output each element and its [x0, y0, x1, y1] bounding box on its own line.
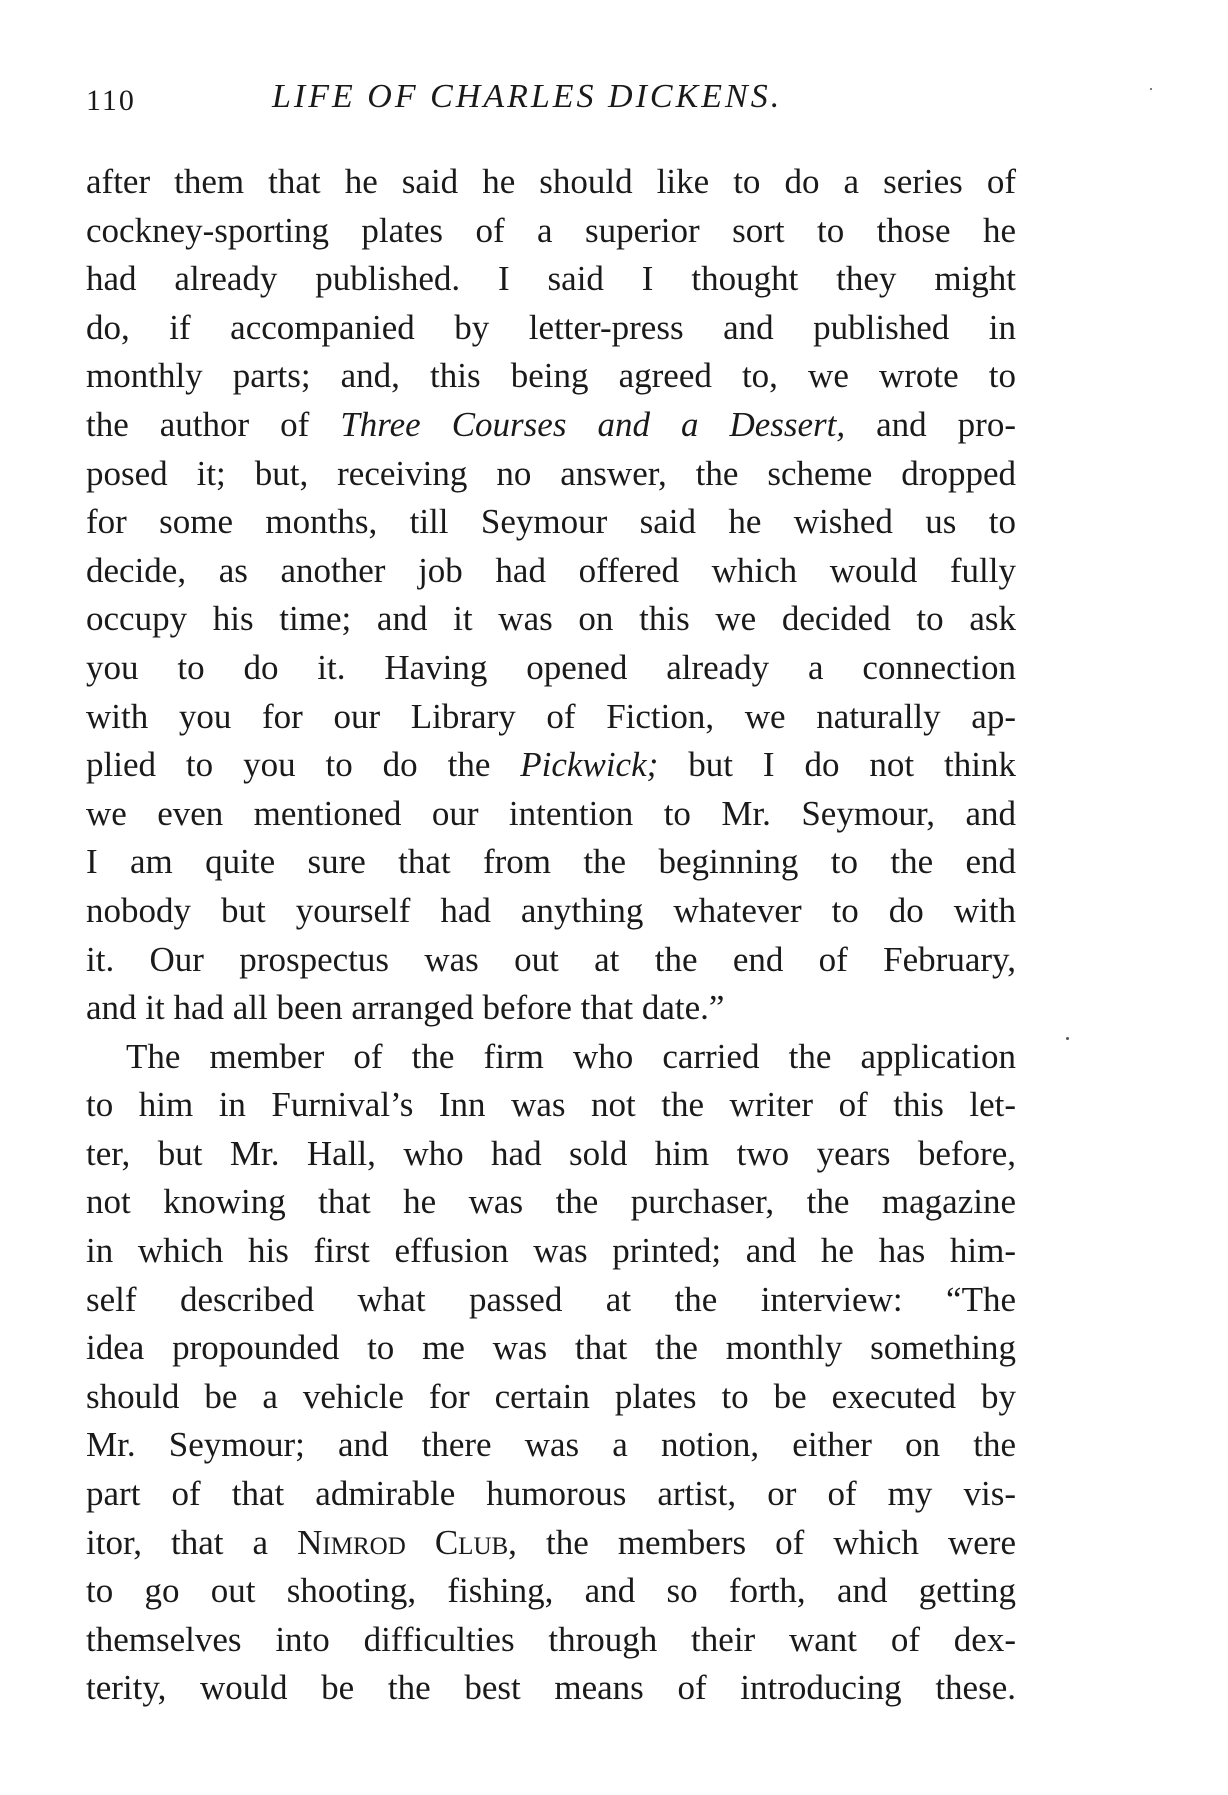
- text-line: and it had all been arranged before that date.”: [86, 988, 725, 1028]
- running-title: LIFE OF CHARLES DICKENS.: [272, 78, 783, 115]
- page-number: 110: [86, 84, 136, 117]
- text-line: to go out shooting, fishing, and so forth, and getting: [86, 1571, 1016, 1611]
- text-line: had already published. I said I thought they might: [86, 259, 1016, 299]
- text-line: itor, that a Nimrod Club, the members of which were: [86, 1522, 1016, 1562]
- text-line: the author of Three Courses and a Dessert, and pro-: [86, 404, 1016, 444]
- running-head: [86, 78, 1016, 138]
- text-line: ter, but Mr. Hall, who had sold him two years before,: [86, 1133, 1016, 1173]
- scan-speck: [1066, 1037, 1069, 1040]
- text-line: plied to you to do the Pickwick; but I do not think: [86, 745, 1016, 785]
- text-line: should be a vehicle for certain plates to be executed by: [86, 1376, 1016, 1416]
- text-line: self described what passed at the interview: “The: [86, 1279, 1016, 1319]
- text-line: decide, as another job had offered which would fully: [86, 550, 1016, 590]
- body-text: [86, 158, 1016, 1713]
- text-line: idea propounded to me was that the monthly something: [86, 1328, 1016, 1368]
- text-line: to him in Furnival’s Inn was not the writer of this let-: [86, 1085, 1016, 1125]
- text-line: not knowing that he was the purchaser, the magazine: [86, 1182, 1016, 1222]
- text-line: do, if accompanied by letter-press and published in: [86, 307, 1016, 347]
- text-line: occupy his time; and it was on this we decided to ask: [86, 599, 1016, 639]
- text-line: it. Our prospectus was out at the end of February,: [86, 939, 1016, 979]
- text-line: nobody but yourself had anything whatever to do with: [86, 890, 1016, 930]
- scan-speck: [1150, 88, 1152, 90]
- text-line: we even mentioned our intention to Mr. Seymour, and: [86, 793, 1016, 833]
- book-title-italic: Three Courses and a Dessert,: [340, 404, 846, 444]
- text-line: for some months, till Seymour said he wished us to: [86, 502, 1016, 542]
- text-line: in which his first effusion was printed; and he has him-: [86, 1231, 1016, 1271]
- text-line: Mr. Seymour; and there was a notion, either on the: [86, 1425, 1016, 1465]
- text-line: monthly parts; and, this being agreed to, we wrote to: [86, 356, 1016, 396]
- text-line: The member of the firm who carried the application: [126, 1036, 1016, 1076]
- paragraph-2: [86, 1033, 1016, 1713]
- text-line: terity, would be the best means of introducing these.: [86, 1668, 1016, 1708]
- text-line: I am quite sure that from the beginning to the end: [86, 842, 1016, 882]
- book-title-italic: Pickwick;: [520, 745, 659, 785]
- text-line: you to do it. Having opened already a connection: [86, 647, 1016, 687]
- text-line: after them that he said he should like to do a series of: [86, 162, 1016, 201]
- text-line: themselves into difficulties through their want of dex-: [86, 1619, 1016, 1659]
- paragraph-1: [86, 158, 1016, 1033]
- club-name-small-caps: Nimrod Club,: [297, 1522, 517, 1562]
- text-line: posed it; but, receiving no answer, the scheme dropped: [86, 453, 1016, 493]
- text-line: cockney-sporting plates of a superior sort to those he: [86, 210, 1016, 250]
- text-line: with you for our Library of Fiction, we naturally ap-: [86, 696, 1016, 736]
- text-line: part of that admirable humorous artist, or of my vis-: [86, 1474, 1016, 1514]
